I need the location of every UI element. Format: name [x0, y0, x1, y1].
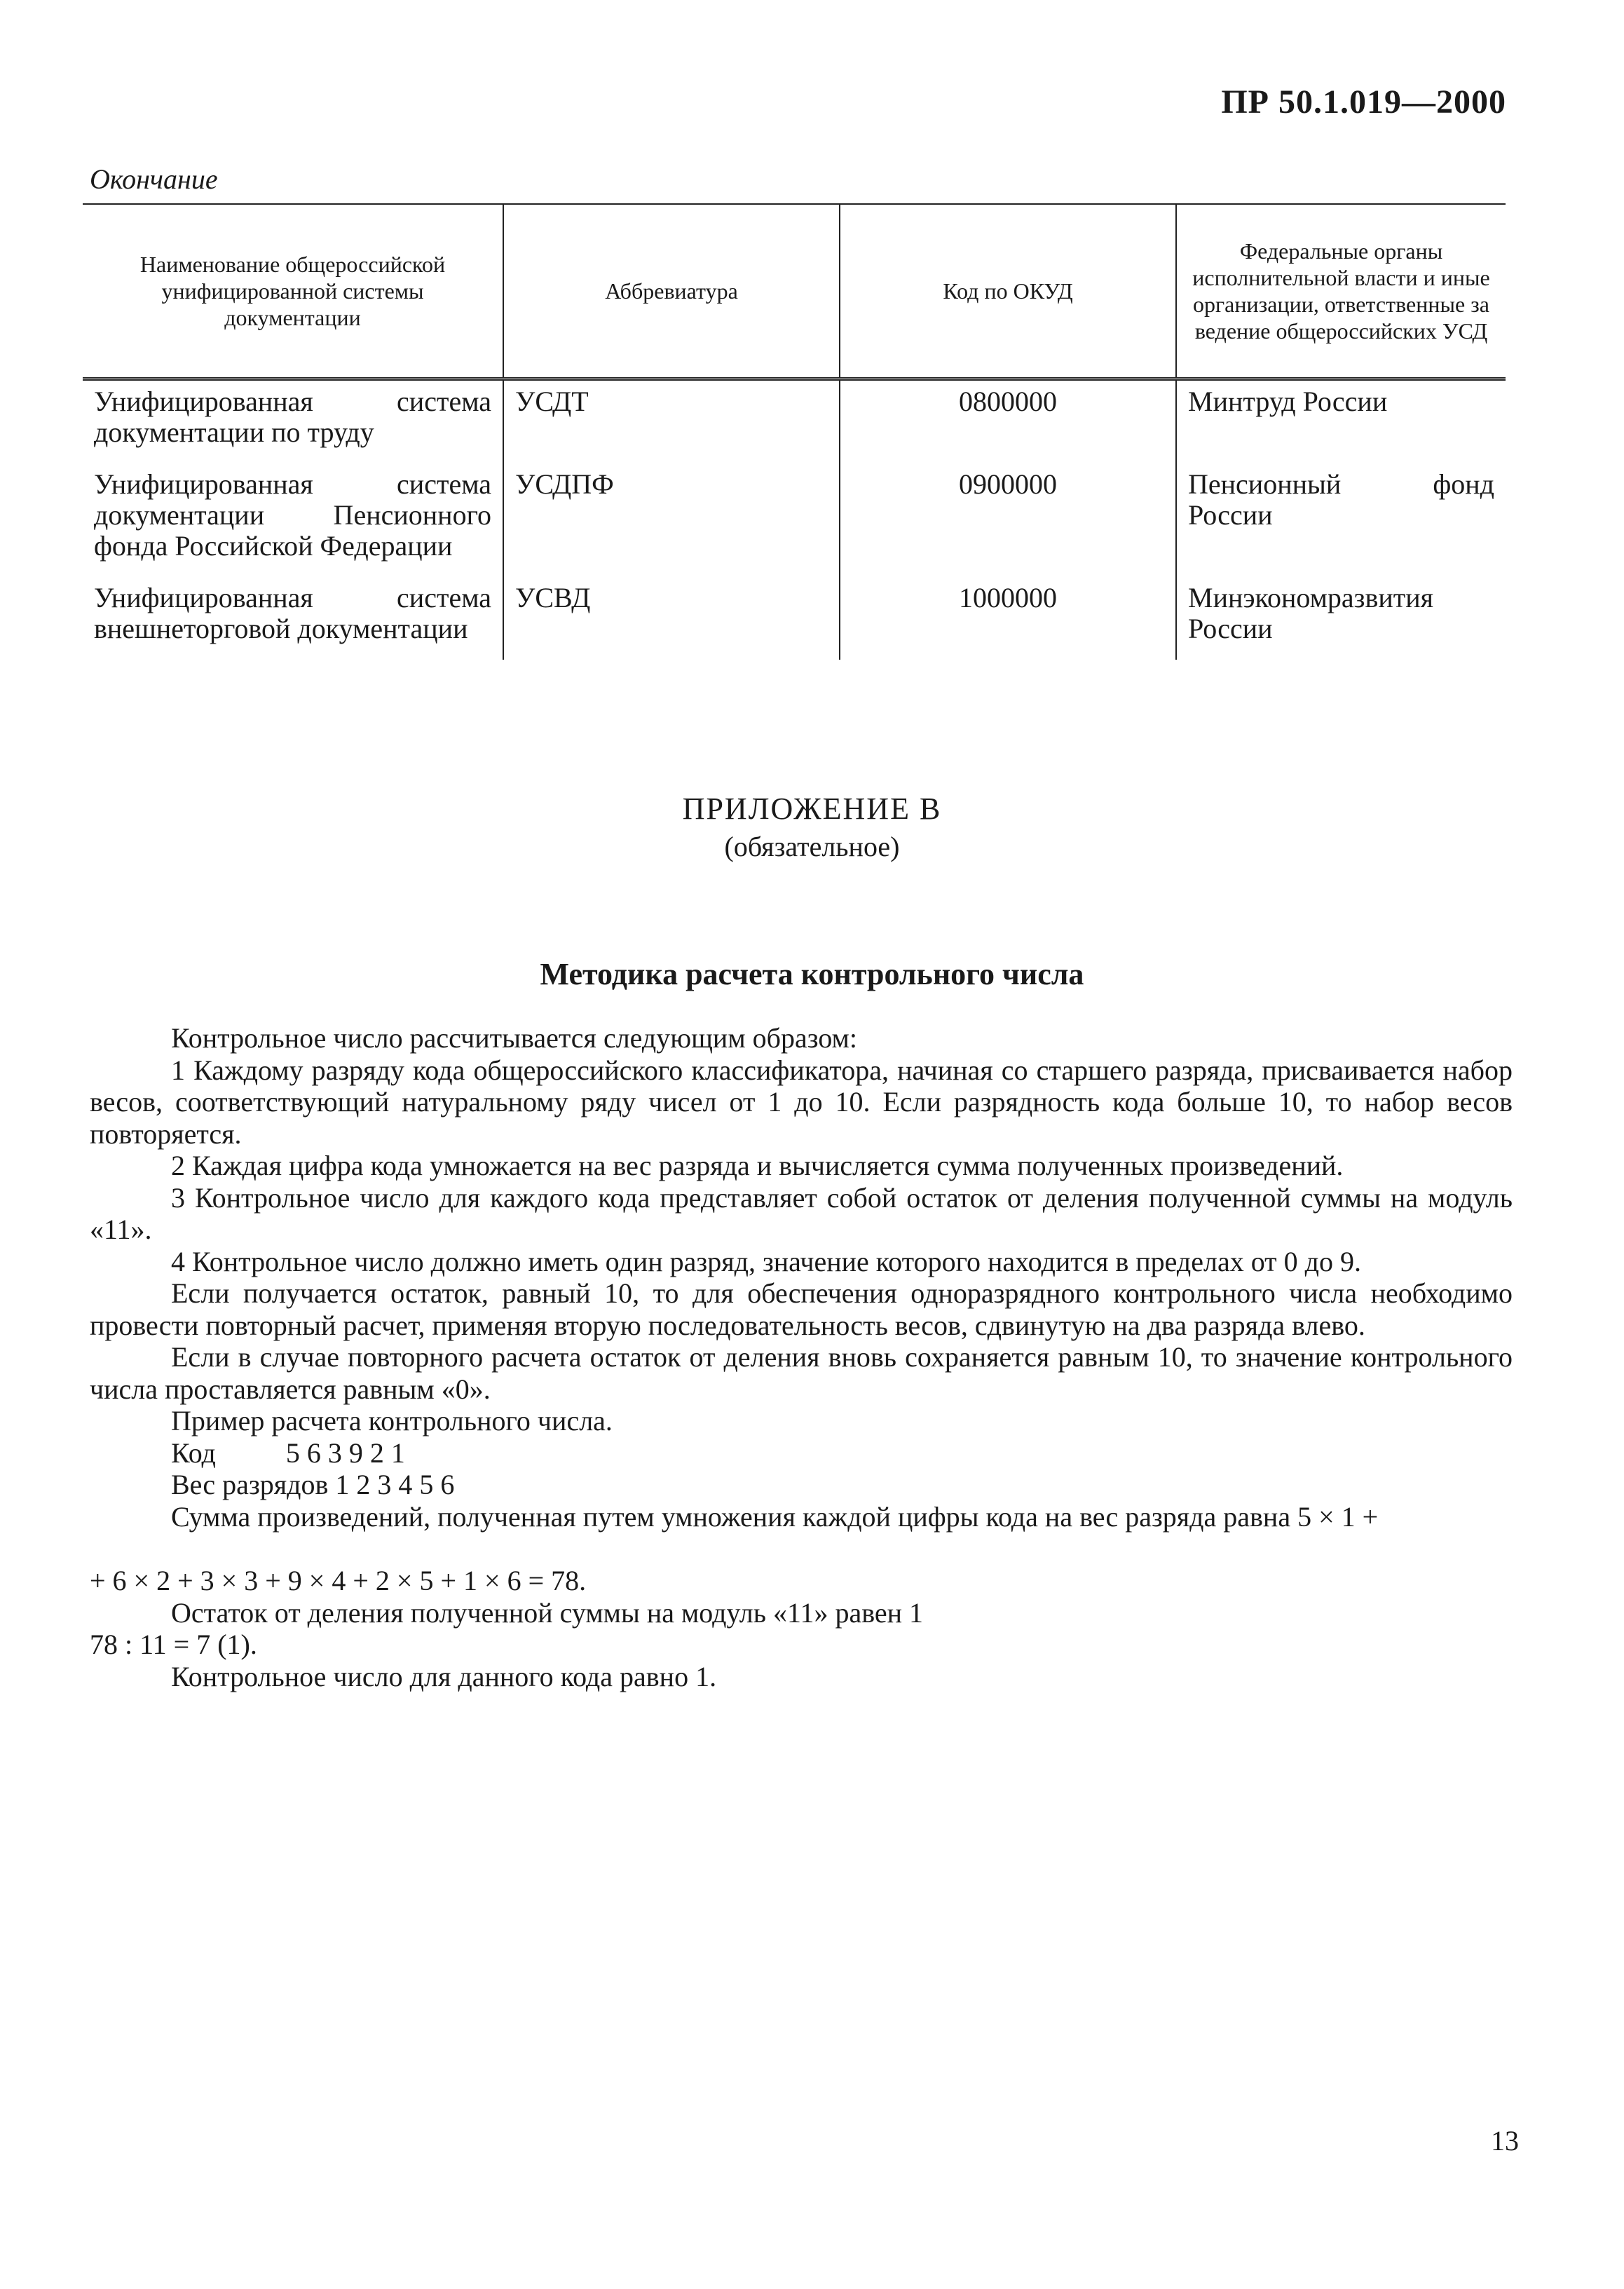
cell-responsible-org: Минэкономразвития России	[1176, 577, 1506, 660]
cell-abbreviation: УСДТ	[503, 379, 840, 464]
paragraph: 3 Контрольное число для каждого кода представляет собой остаток от деления полученной суммы на модуль «11».	[90, 1181, 1513, 1245]
table-header-row	[83, 204, 1506, 379]
cell-system-name: Унифицированная система внешнеторговой документации	[94, 582, 491, 644]
document-code: ПР 50.1.019—2000	[1221, 83, 1506, 121]
example-sum-continuation: + 6 × 2 + 3 × 3 + 9 × 4 + 2 × 5 + 1 × 6 = 78.	[90, 1565, 587, 1596]
cell-abbreviation: УСДПФ	[503, 463, 840, 577]
paragraph: Контрольное число рассчитывается следующим образом:	[171, 1022, 857, 1054]
cell-abbreviation: УСВД	[503, 577, 840, 660]
paragraph: 2 Каждая цифра кода умножается на вес разряда и вычисляется сумма полученных произведений.	[171, 1150, 1344, 1181]
column-header-abbreviation: Аббревиатура	[503, 204, 840, 379]
example-sum-text: Сумма произведений, полученная путем умножения каждой цифры кода на вес разряда равна 5 × 1 +	[171, 1500, 1379, 1533]
example-code-label: Код	[171, 1436, 216, 1469]
column-header-responsible-org: Федеральные органы исполнительной власти и иные организации, ответственные за ведение общероссийских УСД	[1176, 204, 1506, 379]
page-number: 13	[1491, 2125, 1519, 2156]
usd-table	[83, 203, 1506, 660]
example-weights-value: 1 2 3 4 5 6	[335, 1469, 455, 1500]
example-conclusion: Контрольное число для данного кода равно 1.	[171, 1660, 717, 1692]
table-row	[83, 577, 1506, 660]
paragraph: Если получается остаток, равный 10, то для обеспечения одноразрядного контрольного числа необходимо провести повторный расчет, применяя вторую последовательность весов, сдвинутую на два разряда влево.	[90, 1277, 1513, 1341]
paragraph: Если в случае повторного расчета остаток от деления вновь сохраняется равным 10, то значение контрольного числа проставляется равным «0».	[90, 1341, 1513, 1405]
cell-responsible-org: Пенсионный фонд России	[1176, 463, 1506, 577]
appendix-status: (обязательное)	[724, 831, 900, 862]
example-remainder-text: Остаток от деления полученной суммы на модуль «11» равен 1	[171, 1596, 924, 1629]
paragraph: 4 Контрольное число должно иметь один разряд, значение которого находится в пределах от 0 до 9.	[171, 1245, 1362, 1277]
column-header-name: Наименование общероссийской унифицированной системы документации	[83, 204, 503, 379]
example-weights-line	[90, 1469, 1513, 1501]
example-weights-label: Вес разрядов	[171, 1469, 329, 1500]
table-row	[83, 379, 1506, 464]
column-header-okud-code: Код по ОКУД	[840, 204, 1176, 379]
table-row	[83, 463, 1506, 577]
section-title: Методика расчета контрольного числа	[540, 957, 1084, 991]
example-code-line	[90, 1437, 1513, 1469]
example-formula: 78 : 11 = 7 (1).	[90, 1629, 257, 1660]
method-text	[90, 1022, 1513, 1692]
cell-responsible-org: Минтруд России	[1176, 379, 1506, 464]
example-code-value: 5 6 3 9 2 1	[285, 1436, 405, 1469]
cell-okud-code: 0800000	[840, 379, 1176, 464]
cell-okud-code: 1000000	[840, 577, 1176, 660]
table-continuation-label: Окончание	[90, 163, 218, 195]
cell-system-name: Унифицированная система документации по труду	[94, 386, 491, 448]
cell-okud-code: 0900000	[840, 463, 1176, 577]
cell-system-name: Унифицированная система документации Пенсионного фонда Российской Федерации	[94, 468, 491, 562]
paragraph: 1 Каждому разряду кода общероссийского классификатора, начиная со старшего разряда, присваивается набор весов, соответствующий натуральному ряду чисел от 1 до 10. Если разрядность кода больше 10, то набор весов повторяется.	[90, 1054, 1513, 1150]
paragraph: Пример расчета контрольного числа.	[171, 1405, 613, 1436]
appendix-title: ПРИЛОЖЕНИЕ В	[682, 792, 942, 826]
